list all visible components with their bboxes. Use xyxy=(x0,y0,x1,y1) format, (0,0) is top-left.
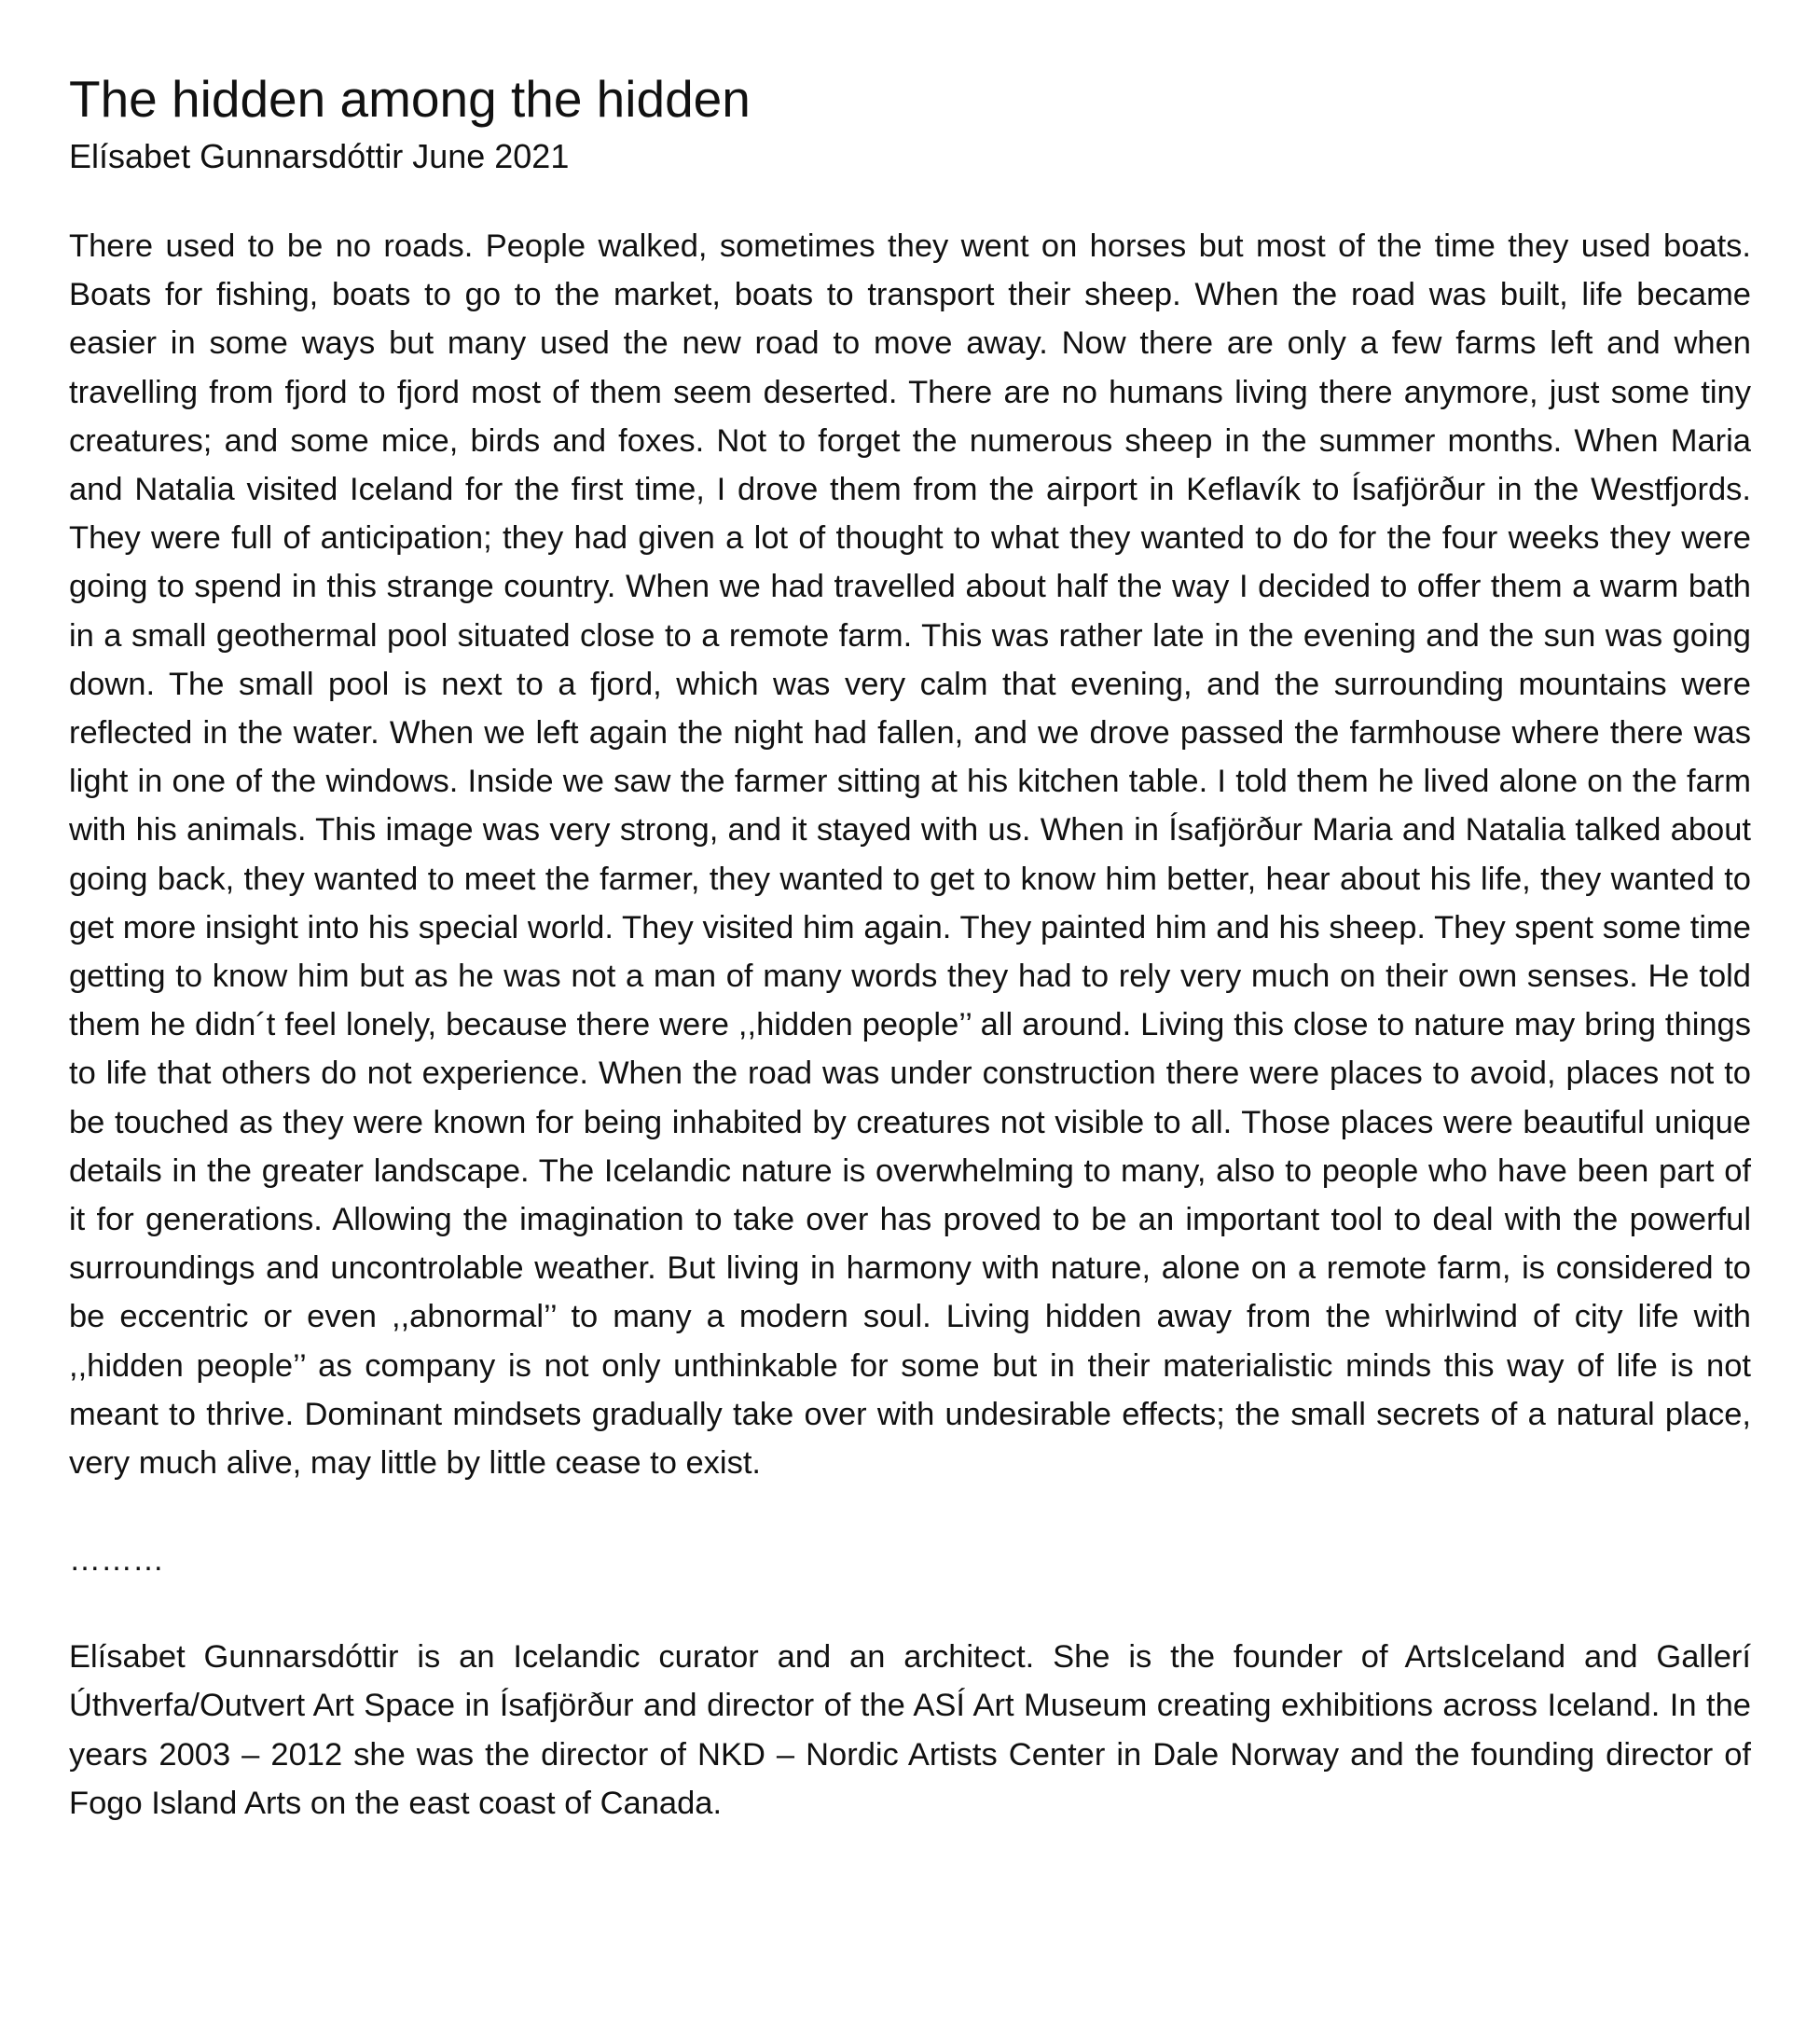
essay-paragraph: There used to be no roads. People walked, sometimes they went on horses but most of the time they used boats. Boats for fishing, boats to go to the market, boats to transport their sheep. When the road was built, life became easier in some ways but many used the new road to move away. Now there are only a few farms left and when travelling from fjord to fjord most of them seem deserted. There are no humans living there anymore, just some tiny creatures; and some mice, birds and foxes. Not to forget the numerous sheep in the summer months. When Maria and Natalia visited Iceland for the first time, I drove them from the airport in Keflavík to Ísafjörður in the Westfjords. They were full of anticipation; they had given a lot of thought to what they wanted to do for the four weeks they were going to spend in this strange country. When we had travelled about half the way I decided to offer them a warm bath in a small geothermal pool situated close to a remote farm. This was rather late in the evening and the sun was going down. The small pool is next to a fjord, which was very calm that evening, and the surrounding mountains were reflected in the water. When we left again the night had fallen, and we drove passed the farmhouse where there was light in one of the windows. Inside we saw the farmer sitting at his kitchen table. I told them he lived alone on the farm with his animals. This image was very strong, and it stayed with us. When in Ísafjörður Maria and Natalia talked about going back, they wanted to meet the farmer, they wanted to get to know him better, hear about his life, they wanted to get more insight into his special world. They visited him again. They painted him and his sheep. They spent some time getting to know him but as he was not a man of many words they had to rely very much on their own senses. He told them he didn´t feel lonely, because there were ,,hidden people’’ all around. Living this close to nature may bring things to life that others do not experience. When the road was under construction there were places to avoid, places not to be touched as they were known for being inhabited by creatures not visible to all. Those places were beautiful unique details in the greater landscape. The Icelandic nature is overwhelming to many, also to people who have been part of it for generations. Allowing the imagination to take over has proved to be an important tool to deal with the powerful surroundings and uncontrolable weather. But living in harmony with nature, alone on a remote farm, is considered to be eccentric or even ,,abnormal’’ to many a modern soul. Living hidden away from the whirlwind of city life with ,,hidden people’’ as company is not only unthinkable for some but in their materialistic minds this way of life is not meant to thrive. Dominant mindsets gradually take over with undesirable effects; the small secrets of a natural place, very much alive, may little by little cease to exist. xyxy=(69,228,1751,1482)
section-separator: ……… xyxy=(69,1542,164,1579)
author-bio-paragraph: Elísabet Gunnarsdóttir is an Icelandic curator and an architect. She is the founder of ArtsIceland and Gallerí Úthverfa/Outvert Art Space in Ísafjörður and director of the ASÍ Art Museum creating exhibitions across Iceland. In the years 2003 – 2012 she was the director of NKD – Nordic Artists Center in Dale Norway and the founding director of Fogo Island Arts on the east coast of Canada. xyxy=(69,1639,1751,1821)
document-page xyxy=(69,67,1751,1828)
author-date-byline: Elísabet Gunnarsdóttir June 2021 xyxy=(69,137,570,175)
document-title: The hidden among the hidden xyxy=(69,70,751,128)
